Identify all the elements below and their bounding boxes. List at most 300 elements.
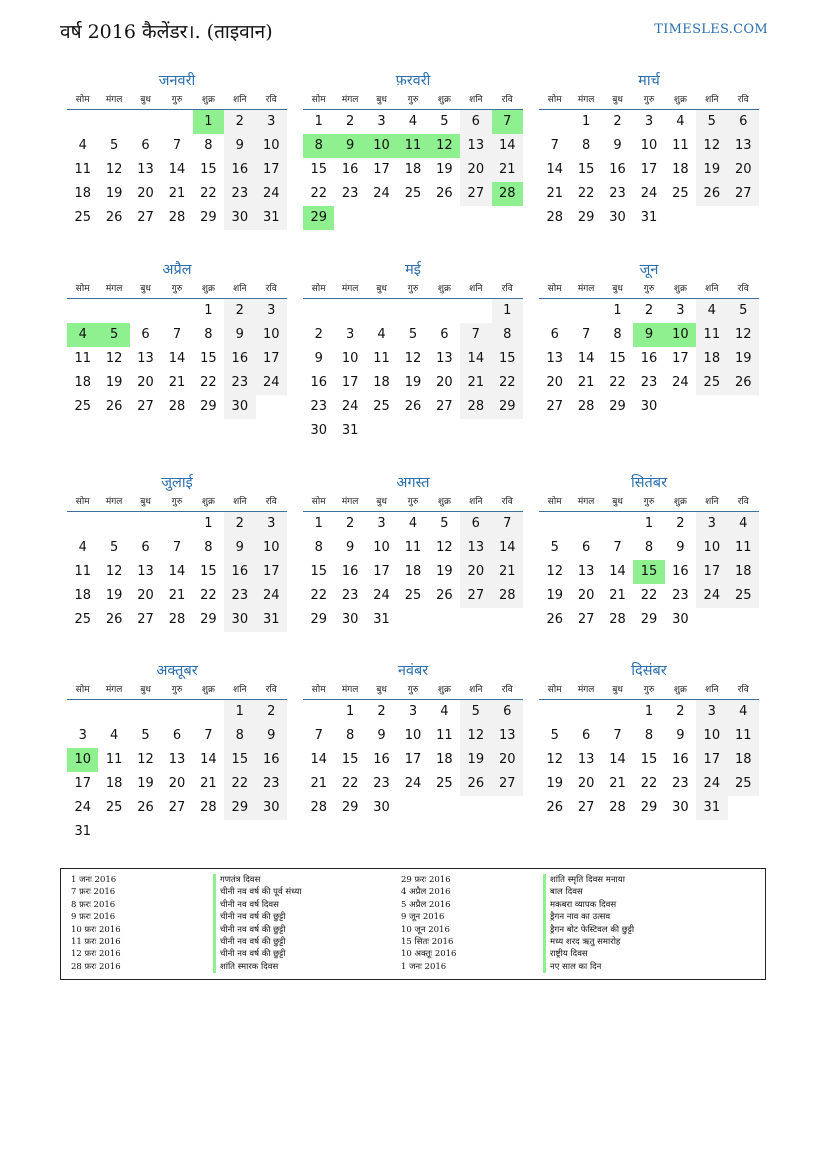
day-cell: 16 [640, 351, 658, 366]
weekday-label: शुक्र [673, 95, 687, 105]
empty-cell [130, 110, 161, 134]
holiday-dates-right [401, 874, 543, 979]
day-cell: 19 [460, 748, 491, 772]
holiday-name: चीनी नव वर्ष की छुट्टी [213, 936, 401, 948]
day-grid [539, 512, 759, 632]
day-cell: 3 [408, 704, 418, 719]
weekday-label: सोम [311, 497, 326, 507]
day-cell: 18 [373, 375, 390, 390]
day-cell: 10 [256, 134, 287, 158]
day-cell: 23 [310, 399, 327, 414]
day-cell: 31 [640, 210, 658, 225]
empty-cell [570, 700, 601, 724]
weekday-label: सोम [547, 95, 562, 105]
weekday-label: गुरु [407, 95, 419, 105]
empty-cell [161, 299, 192, 323]
day-cell: 28 [200, 800, 217, 815]
day-cell: 20 [137, 186, 154, 201]
month-block [303, 472, 523, 660]
day-cell: 16 [224, 560, 255, 584]
day-cell: 1 [204, 303, 213, 318]
day-cell: 26 [105, 210, 123, 225]
holiday-day-cell: 9 [633, 323, 664, 347]
day-cell: 18 [74, 588, 91, 603]
weekday-label: शनि [705, 284, 719, 294]
day-cell: 16 [672, 564, 689, 579]
day-cell: 3 [644, 114, 654, 129]
day-cell: 17 [341, 375, 359, 390]
weekday-header [67, 494, 287, 512]
day-cell: 20 [577, 776, 595, 791]
weekday-label: मंगल [105, 497, 123, 507]
weekday-header [303, 281, 523, 299]
day-cell: 10 [696, 724, 727, 748]
day-cell: 30 [609, 210, 626, 225]
day-cell: 27 [436, 399, 453, 414]
day-cell: 11 [672, 138, 689, 153]
day-cell: 16 [341, 162, 359, 177]
weekday-label: बुध [376, 685, 387, 695]
day-cell: 5 [460, 700, 491, 724]
weekday-label: मंगल [105, 284, 123, 294]
weekday-label: रवि [737, 685, 749, 695]
day-cell: 15 [609, 351, 626, 366]
day-cell: 4 [696, 299, 727, 323]
day-cell: 20 [728, 158, 759, 182]
day-cell: 6 [581, 540, 591, 555]
weekday-label: मंगल [577, 284, 595, 294]
empty-cell [98, 512, 129, 536]
day-cell: 4 [109, 728, 119, 743]
month-block [303, 660, 523, 860]
weekday-label: बुध [140, 284, 151, 294]
weekday-label: गुरु [643, 497, 655, 507]
day-cell: 10 [341, 351, 359, 366]
weekday-label: गुरु [171, 95, 183, 105]
day-cell: 14 [546, 162, 563, 177]
day-cell: 21 [200, 776, 217, 791]
day-cell: 14 [200, 752, 217, 767]
day-cell: 9 [314, 351, 323, 366]
day-cell: 11 [74, 162, 91, 177]
holiday-day-cell: 10 [665, 323, 696, 347]
day-cell: 25 [74, 399, 91, 414]
day-cell: 31 [256, 608, 287, 632]
day-cell: 20 [137, 375, 154, 390]
weekday-header [303, 92, 523, 110]
holiday-date: 5 अप्रैल 2016 [401, 899, 451, 910]
day-cell: 24 [373, 186, 390, 201]
day-cell: 31 [373, 612, 390, 627]
day-cell: 20 [460, 158, 491, 182]
month-name: मार्च [638, 73, 660, 89]
day-cell: 21 [577, 375, 595, 390]
day-cell: 11 [105, 752, 123, 767]
holiday-day-cell: 4 [67, 323, 98, 347]
holiday-names-right [543, 874, 767, 979]
day-grid [303, 700, 523, 820]
day-cell: 13 [728, 134, 759, 158]
day-cell: 7 [460, 323, 491, 347]
empty-cell [460, 299, 491, 323]
empty-cell [67, 512, 98, 536]
day-cell: 4 [728, 700, 759, 724]
day-cell: 4 [408, 516, 418, 531]
weekday-header [539, 494, 759, 512]
empty-cell [570, 512, 601, 536]
day-cell: 15 [492, 347, 523, 371]
empty-cell [303, 299, 334, 323]
day-cell: 22 [492, 371, 523, 395]
day-cell: 30 [224, 395, 255, 419]
weekday-label: रवि [501, 685, 513, 695]
weekday-label: मंगल [577, 685, 595, 695]
empty-cell [570, 299, 601, 323]
empty-cell [303, 700, 334, 724]
weekday-label: गुरु [407, 284, 419, 294]
weekday-label: गुरु [643, 685, 655, 695]
day-cell: 29 [200, 399, 217, 414]
day-cell: 16 [373, 752, 390, 767]
day-cell: 27 [137, 612, 154, 627]
weekday-label: रवि [501, 95, 513, 105]
day-cell: 21 [609, 588, 626, 603]
day-cell: 19 [404, 375, 422, 390]
empty-cell [67, 700, 98, 724]
weekday-label: शनि [705, 685, 719, 695]
day-cell: 8 [204, 540, 213, 555]
weekday-label: शनि [469, 284, 483, 294]
day-cell: 18 [105, 776, 123, 791]
weekday-label: मंगल [105, 95, 123, 105]
day-cell: 1 [204, 516, 213, 531]
day-cell: 14 [492, 536, 523, 560]
day-cell: 27 [492, 772, 523, 796]
day-cell: 17 [672, 351, 689, 366]
day-cell: 27 [460, 182, 491, 206]
day-cell: 8 [204, 327, 213, 342]
day-cell: 30 [224, 608, 255, 632]
day-cell: 11 [74, 564, 91, 579]
day-cell: 24 [341, 399, 359, 414]
day-cell: 24 [672, 375, 689, 390]
weekday-label: बुध [612, 685, 623, 695]
day-cell: 7 [550, 138, 559, 153]
day-cell: 8 [644, 540, 654, 555]
empty-cell [161, 700, 192, 724]
day-cell: 25 [728, 772, 759, 796]
weekday-label: सोम [547, 497, 562, 507]
day-cell: 7 [492, 512, 523, 536]
day-cell: 12 [460, 724, 491, 748]
day-cell: 25 [74, 612, 91, 627]
empty-cell [67, 299, 98, 323]
weekday-label: सोम [547, 685, 562, 695]
day-cell: 1 [314, 516, 323, 531]
day-cell: 25 [696, 371, 727, 395]
holiday-name: मध्य शरद ऋतु समारोह [543, 936, 767, 948]
day-cell: 31 [256, 206, 287, 230]
day-cell: 13 [460, 134, 491, 158]
empty-cell [539, 700, 570, 724]
day-cell: 9 [224, 134, 255, 158]
day-cell: 15 [200, 564, 217, 579]
day-cell: 5 [696, 110, 727, 134]
day-cell: 2 [377, 704, 386, 719]
day-cell: 30 [224, 206, 255, 230]
day-cell: 6 [141, 138, 150, 153]
day-cell: 17 [74, 776, 91, 791]
day-cell: 8 [613, 327, 622, 342]
day-cell: 12 [137, 752, 154, 767]
day-cell: 19 [105, 588, 123, 603]
day-cell: 25 [728, 584, 759, 608]
empty-cell [602, 512, 633, 536]
day-cell: 30 [373, 800, 390, 815]
holiday-date: 1 जनः 2016 [71, 875, 117, 885]
day-cell: 15 [341, 752, 359, 767]
day-cell: 26 [546, 800, 563, 815]
day-cell: 23 [672, 776, 689, 791]
day-cell: 10 [404, 728, 422, 743]
day-cell: 20 [546, 375, 563, 390]
day-cell: 5 [440, 114, 449, 129]
day-cell: 3 [256, 110, 287, 134]
day-cell: 28 [168, 612, 186, 627]
weekday-label: सोम [547, 284, 562, 294]
day-cell: 31 [696, 796, 727, 820]
weekday-label: रवि [265, 685, 277, 695]
day-cell: 1 [314, 114, 323, 129]
month-name: अप्रैल [162, 262, 192, 278]
day-cell: 2 [224, 110, 255, 134]
day-cell: 15 [310, 564, 327, 579]
day-cell: 19 [105, 186, 123, 201]
day-cell: 18 [696, 347, 727, 371]
day-cell: 18 [404, 564, 422, 579]
weekday-label: शनि [233, 284, 247, 294]
day-cell: 27 [137, 210, 154, 225]
month-name: मई [405, 262, 421, 278]
day-cell: 22 [310, 588, 327, 603]
empty-cell [429, 299, 460, 323]
day-cell: 13 [577, 752, 595, 767]
day-cell: 21 [609, 776, 626, 791]
holiday-name: शांति स्मृति दिवस मनाया [543, 874, 767, 886]
month-name: सितंबर [630, 475, 668, 491]
holiday-name: शांति स्मारक दिवस [213, 961, 401, 973]
day-cell: 13 [168, 752, 186, 767]
holiday-name: चीनी नव वर्ष की छुट्टी [213, 924, 401, 936]
day-cell: 12 [105, 162, 123, 177]
day-cell: 27 [728, 182, 759, 206]
holiday-day-cell: 10 [67, 748, 98, 772]
holiday-day-cell: 12 [429, 134, 460, 158]
day-cell: 16 [256, 748, 287, 772]
day-cell: 14 [310, 752, 327, 767]
day-cell: 29 [200, 210, 217, 225]
day-cell: 19 [436, 162, 453, 177]
day-cell: 4 [78, 540, 87, 555]
day-cell: 29 [640, 612, 658, 627]
day-cell: 8 [314, 540, 323, 555]
weekday-label: बुध [376, 95, 387, 105]
day-grid [303, 512, 523, 632]
weekday-label: सोम [75, 284, 90, 294]
day-cell: 13 [577, 564, 595, 579]
day-cell: 22 [640, 588, 658, 603]
site-link[interactable]: TIMESLES.COM [654, 22, 768, 37]
weekday-label: बुध [376, 497, 387, 507]
weekday-label: रवि [737, 95, 749, 105]
day-cell: 14 [492, 134, 523, 158]
day-cell: 14 [609, 564, 626, 579]
day-cell: 18 [74, 375, 91, 390]
day-cell: 31 [341, 423, 359, 438]
weekday-label: शुक्र [673, 685, 687, 695]
day-cell: 1 [644, 704, 654, 719]
day-cell: 21 [492, 158, 523, 182]
weekday-label: रवि [737, 497, 749, 507]
day-cell: 6 [550, 327, 559, 342]
weekday-header [67, 281, 287, 299]
holiday-day-cell: 1 [193, 110, 224, 134]
day-cell: 8 [644, 728, 654, 743]
day-cell: 26 [728, 371, 759, 395]
day-cell: 26 [137, 800, 154, 815]
day-cell: 8 [224, 724, 255, 748]
day-cell: 7 [581, 327, 591, 342]
day-cell: 26 [404, 399, 422, 414]
weekday-label: शुक्र [201, 685, 215, 695]
day-cell: 25 [672, 186, 689, 201]
day-cell: 7 [314, 728, 323, 743]
day-cell: 17 [696, 748, 727, 772]
day-cell: 16 [341, 564, 359, 579]
weekday-label: गुरु [643, 95, 655, 105]
day-cell: 10 [373, 540, 390, 555]
weekday-header [539, 682, 759, 700]
day-cell: 7 [613, 728, 622, 743]
day-cell: 27 [577, 612, 595, 627]
weekday-label: सोम [311, 95, 326, 105]
day-cell: 11 [728, 724, 759, 748]
day-cell: 29 [609, 399, 626, 414]
day-cell: 27 [546, 399, 563, 414]
holiday-name: नए साल का दिन [543, 961, 767, 973]
weekday-label: शनि [233, 685, 247, 695]
day-cell: 12 [696, 134, 727, 158]
month-block [303, 70, 523, 259]
day-cell: 3 [256, 512, 287, 536]
day-cell: 6 [460, 110, 491, 134]
day-grid [303, 110, 523, 230]
weekday-label: बुध [140, 497, 151, 507]
weekday-label: मंगल [105, 685, 123, 695]
day-cell: 7 [172, 138, 182, 153]
month-block [67, 70, 287, 259]
day-cell: 14 [168, 564, 186, 579]
day-cell: 24 [640, 186, 658, 201]
day-cell: 25 [105, 800, 123, 815]
day-cell: 14 [577, 351, 595, 366]
day-cell: 8 [345, 728, 355, 743]
day-cell: 9 [676, 540, 685, 555]
day-cell: 6 [581, 728, 591, 743]
weekday-label: बुध [140, 685, 151, 695]
weekday-label: शुक्र [673, 284, 687, 294]
weekday-label: गुरु [407, 497, 419, 507]
holiday-date: 10 जून 2016 [401, 924, 450, 935]
day-cell: 9 [676, 728, 685, 743]
day-cell: 18 [728, 748, 759, 772]
month-name: जून [639, 262, 659, 278]
day-cell: 10 [256, 536, 287, 560]
weekday-label: बुध [612, 284, 623, 294]
day-cell: 16 [224, 347, 255, 371]
weekday-label: शुक्र [201, 284, 215, 294]
day-cell: 29 [492, 395, 523, 419]
weekday-label: शनि [233, 497, 247, 507]
day-cell: 9 [224, 323, 255, 347]
day-grid [539, 700, 759, 820]
day-cell: 3 [696, 512, 727, 536]
day-cell: 29 [577, 210, 595, 225]
day-cell: 8 [492, 323, 523, 347]
day-cell: 14 [460, 347, 491, 371]
day-cell: 29 [640, 800, 658, 815]
day-cell: 18 [728, 560, 759, 584]
day-cell: 21 [168, 588, 186, 603]
weekday-label: रवि [265, 284, 277, 294]
holiday-date: 12 फ़रः 2016 [71, 949, 121, 960]
day-cell: 3 [78, 728, 87, 743]
day-cell: 3 [377, 516, 386, 531]
holiday-name: ड्रैगन नाव का उत्सव [543, 911, 767, 923]
day-cell: 6 [141, 327, 150, 342]
day-cell: 20 [492, 748, 523, 772]
weekday-label: सोम [311, 284, 326, 294]
weekday-label: गुरु [171, 284, 183, 294]
day-cell: 19 [137, 776, 154, 791]
empty-cell [539, 512, 570, 536]
holiday-day-cell: 11 [397, 134, 428, 158]
month-name: अगस्त [396, 475, 430, 491]
holiday-date: 15 सितः 2016 [401, 937, 454, 948]
day-cell: 28 [609, 800, 626, 815]
day-cell: 28 [460, 395, 491, 419]
empty-cell [98, 700, 129, 724]
weekday-label: मंगल [341, 685, 359, 695]
weekday-label: गुरु [171, 685, 183, 695]
day-cell: 22 [200, 375, 217, 390]
day-cell: 18 [74, 186, 91, 201]
day-cell: 25 [436, 776, 453, 791]
day-cell: 28 [492, 584, 523, 608]
day-cell: 23 [373, 776, 390, 791]
holiday-name: चीनी नव वर्ष की छुट्टी [213, 911, 401, 923]
day-grid [67, 299, 287, 419]
day-cell: 26 [696, 182, 727, 206]
weekday-label: रवि [265, 95, 277, 105]
weekday-label: शनि [705, 497, 719, 507]
weekday-header [67, 92, 287, 110]
weekday-label: शुक्र [437, 284, 451, 294]
day-cell: 5 [141, 728, 150, 743]
day-cell: 25 [74, 210, 91, 225]
day-cell: 14 [168, 162, 186, 177]
day-cell: 23 [640, 375, 658, 390]
